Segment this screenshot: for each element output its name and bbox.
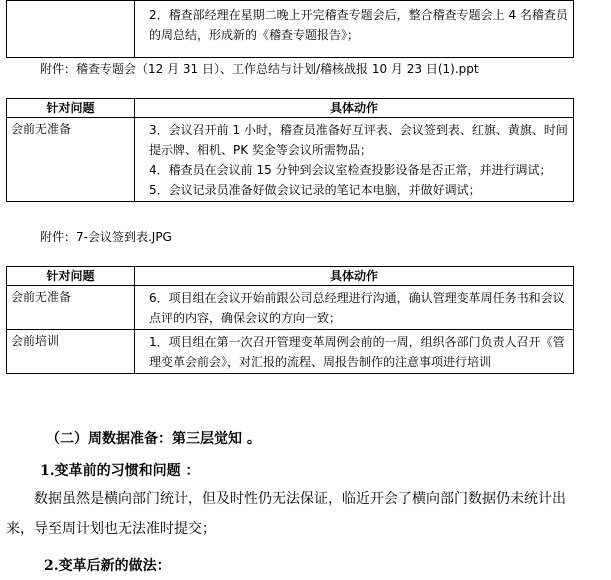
subsection-heading-1: 1.变革前的习惯和问题 ： — [40, 463, 200, 479]
action-item: 5．会议记录员准备好做会议记录的笔记本电脑，并做好调试； — [149, 183, 481, 197]
table-continuation — [6, 0, 574, 58]
action-table-2 — [6, 266, 574, 374]
action-item: 3．会议召开前 1 小时，稽查员准备好互评表、会议签到表、红旗、黄旗、时间提示牌、相机、PK 奖金等会议所需物品； — [149, 123, 568, 157]
issue-cell: 会前培训 — [7, 330, 135, 374]
action-cell — [135, 286, 574, 330]
issue-cell: 会前无准备 — [7, 286, 135, 330]
subsection-heading-2: 2.变革后新的做法： — [44, 558, 171, 574]
issue-cell: 会前无准备 — [7, 118, 135, 202]
action-table-1 — [6, 98, 574, 202]
attachment-note-1: 附件：稽查专题会（12 月 31 日）、工作总结与计划/稽核战报 10 月 23 日(1).ppt — [40, 62, 479, 76]
attachment-note-2: 附件：7-会议签到表.JPG — [40, 230, 172, 244]
action-item: 2．稽查部经理在星期二晚上开完稽查专题会后，整合稽查专题会上 4 名稽查员的周总结，形成新的《稽查专题报告》； — [149, 8, 568, 42]
table-row — [7, 286, 574, 330]
action-item: 4．稽查员在会议前 15 分钟到会议室检查投影设备是否正常，并进行调试； — [149, 163, 552, 177]
header-issue: 针对问题 — [7, 99, 135, 118]
header-action: 具体动作 — [135, 267, 574, 286]
header-action: 具体动作 — [135, 99, 574, 118]
action-cell — [135, 330, 574, 374]
table-row — [7, 330, 574, 374]
action-item: 6．项目组在会议开始前跟公司总经理进行沟通，确认管理变革周任务书和会议点评的内容，确保会议的方向一致； — [149, 291, 565, 325]
table-row — [7, 118, 574, 202]
paragraph-text: 数据虽然是横向部门统计，但及时性仍无法保证，临近开会了横向部门数据仍未统计出来，导至周计划也无法准时提交； — [6, 491, 566, 537]
table-row — [7, 1, 574, 58]
action-cell — [135, 1, 574, 58]
issue-cell — [7, 1, 135, 58]
table-header-row — [7, 99, 574, 118]
action-item: 1．项目组在第一次召开管理变革周例会前的一周，组织各部门负责人召开《管理变革会前会》，对汇报的流程、周报告制作的注意事项进行培训 — [149, 335, 565, 369]
paragraph-body — [6, 484, 584, 544]
section-heading: （二）周数据准备：第三层觉知 。 — [46, 431, 261, 447]
table-header-row — [7, 267, 574, 286]
header-issue: 针对问题 — [7, 267, 135, 286]
action-cell — [135, 118, 574, 202]
